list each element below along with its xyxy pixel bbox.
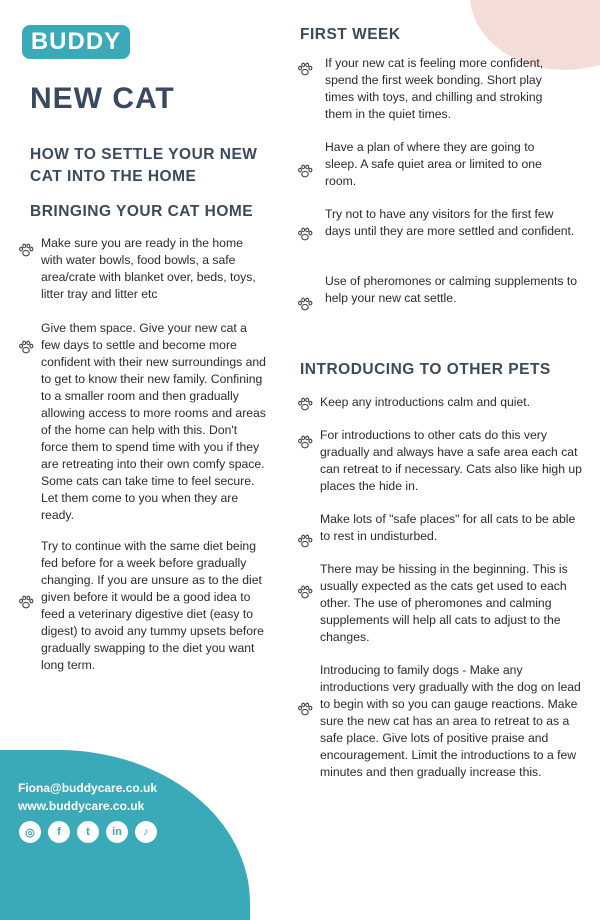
- contact-website[interactable]: www.buddycare.co.uk: [18, 799, 145, 813]
- list-item: Use of pheromones or calming supplements to help your new cat settle.: [325, 274, 578, 305]
- paw-icon: [17, 593, 35, 611]
- contact-email[interactable]: Fiona@buddycare.co.uk: [18, 781, 158, 795]
- instagram-icon[interactable]: ◎: [19, 821, 41, 843]
- twitter-icon[interactable]: t: [77, 821, 99, 843]
- paw-icon: [296, 60, 314, 78]
- list-item: For introductions to other cats do this very gradually and always have a safe area each cat can retreat to if necessary. Cats also like high up places the hide in.: [320, 428, 582, 493]
- paw-icon: [296, 583, 314, 601]
- heading-bringing-home: BRINGING YOUR CAT HOME: [30, 203, 254, 220]
- list-item: Have a plan of where they are going to sleep. A safe quiet area or limited to one room.: [325, 140, 542, 188]
- list-item: Make sure you are ready in the home with water bowls, food bowls, a safe area/crate with blanket over, beds, toys, litter tray and litter etc: [41, 236, 256, 301]
- paw-icon: [17, 338, 35, 356]
- list-item: Give them space. Give your new cat a few days to settle and become more confident with their new surroundings and to get to know their new family. Confining to a smaller room and then gradually allowing access to more rooms and areas of the home can help with this. Don't force them to spend time with you if they are retreating into their own comfy space. Some cats can take time to feel secure. Let them come to you when they are ready.: [41, 321, 266, 522]
- paw-icon: [296, 395, 314, 413]
- page-title: NEW CAT: [30, 82, 175, 115]
- tiktok-icon[interactable]: ♪: [135, 821, 157, 843]
- paw-icon: [17, 241, 35, 259]
- subtitle: HOW TO SETTLE YOUR NEW CAT INTO THE HOME: [30, 146, 258, 185]
- paw-icon: [296, 532, 314, 550]
- list-item: If your new cat is feeling more confident, spend the first week bonding. Short play times with toys, and chilling and stroking them in the quiet times.: [325, 56, 544, 121]
- buddy-logo: BUDDY: [22, 25, 130, 59]
- list-item: There may be hissing in the beginning. This is usually expected as the cats get used to each other. The use of pheromones and calming supplements will help all cats to adjust to the changes.: [320, 562, 568, 644]
- paw-icon: [296, 295, 314, 313]
- list-item: Try to continue with the same diet being fed before for a week before gradually changing. If you are unsure as to the diet given before it would be a good idea to feed a veterinary digestive diet (easy to digest) to avoid any tummy upsets before gradually swapping to the diet you want long term.: [41, 539, 264, 672]
- linkedin-icon[interactable]: in: [106, 821, 128, 843]
- list-item: Introducing to family dogs - Make any introductions very gradually with the dog on lead to begin with so you can gauge reactions. Make sure the new cat has an area to retreat to as a safe place. Give lots of positive praise and encouragement. Limit the introductions to a few minutes and then gradually increase this.: [320, 663, 581, 779]
- list-item: Make lots of "safe places" for all cats to be able to rest in undisturbed.: [320, 512, 576, 543]
- paw-icon: [296, 700, 314, 718]
- paw-icon: [296, 225, 314, 243]
- facebook-icon[interactable]: f: [48, 821, 70, 843]
- paw-icon: [296, 433, 314, 451]
- heading-first-week: FIRST WEEK: [300, 26, 401, 43]
- list-item: Keep any introductions calm and quiet.: [320, 395, 531, 409]
- paw-icon: [296, 162, 314, 180]
- list-item: Try not to have any visitors for the first few days until they are more settled and confident.: [325, 207, 575, 238]
- heading-other-pets: INTRODUCING TO OTHER PETS: [300, 361, 551, 378]
